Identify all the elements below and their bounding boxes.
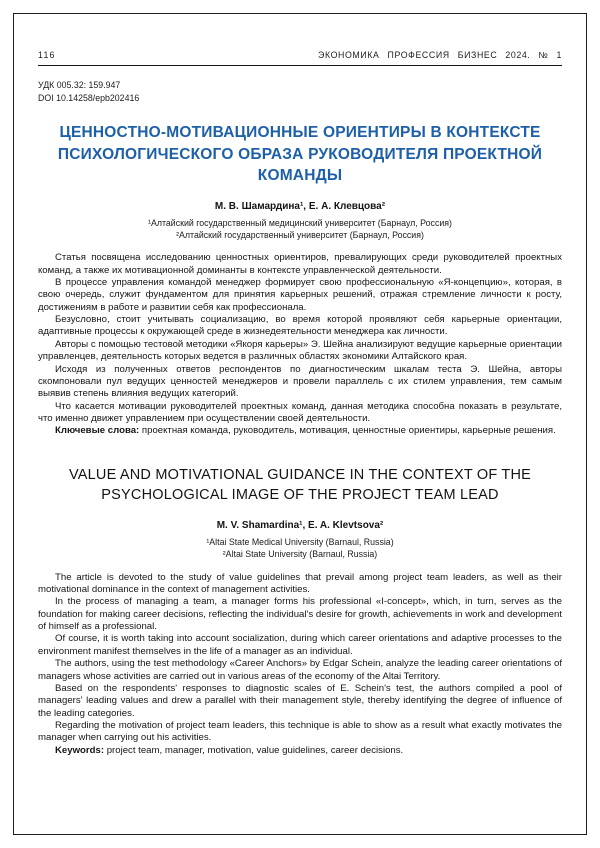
abstract-ru-paragraph-6: Что касается мотивации руководителей проектных команд, данная методика способна показать в результате, что именно движет управлением при осуществлении своей деятельности. bbox=[38, 400, 562, 424]
abstract-ru-paragraph-3: Безусловно, стоит учитывать социализацию, во время которой проявляют себя карьерные ориентации, адаптивные процессы к окружающей среде в жизнедеятельности менеджера как личности. bbox=[38, 314, 562, 338]
abstract-ru-paragraph-2: В процессе управления командой менеджер формирует свою профессиональную «Я-концепцию», которая, в свою очередь, служит фундаментом для принятия карьерных решений, отражая стремление личности к росту, достижениям в работе и развитии себя как профессионала. bbox=[38, 276, 562, 313]
article-meta bbox=[38, 79, 562, 105]
doi-number: DOI 10.14258/epb202416 bbox=[38, 93, 140, 104]
abstract-en-paragraph-2: In the process of managing a team, a manager forms his professional «I-concept», which, in turn, serves as the foundation for making career decisions, reflecting the individual's desire for growth, achievements in work and development of himself as a professional. bbox=[38, 596, 562, 633]
affiliation-ru-1: ¹Алтайский государственный медицинский университет (Барнаул, Россия) bbox=[148, 217, 452, 228]
keywords-en bbox=[38, 745, 562, 757]
journal-title: ЭКОНОМИКА ПРОФЕССИЯ БИЗНЕС 2024. № 1 bbox=[318, 50, 562, 60]
affiliations-ru bbox=[38, 217, 562, 242]
header-rule bbox=[38, 65, 562, 66]
article-title-en: VALUE AND MOTIVATIONAL GUIDANCE IN THE CONTEXT OF THE PSYCHOLOGICAL IMAGE OF THE PROJECT TEAM LEAD bbox=[68, 466, 532, 504]
abstract-en bbox=[38, 572, 562, 758]
page-number: 116 bbox=[38, 50, 56, 60]
abstract-ru-paragraph-4: Авторы с помощью тестовой методики «Якоря карьеры» Э. Шейна анализируют ведущие карьерные ориентации управленцев, деятельность которых ведется в различных областях экономики Алтайского края. bbox=[38, 338, 562, 363]
abstract-en-paragraph-6: Regarding the motivation of project team leaders, this technique is able to show as a result what exactly motivates the manager when carrying out his activities. bbox=[38, 720, 562, 744]
running-head bbox=[38, 50, 562, 60]
abstract-en-paragraph-1: The article is devoted to the study of value guidelines that prevail among project team leaders, as well as their motivational dominance in the context of management activities. bbox=[38, 571, 562, 595]
affiliation-ru-2: ²Алтайский государственный университет (Барнаул, Россия) bbox=[176, 229, 424, 240]
abstract-en-paragraph-4: The authors, using the test methodology «Career Anchors» by Edgar Schein, analyze the leading career orientations of managers whose activities are carried out in various areas of the economy of the Altai Territory. bbox=[38, 658, 562, 682]
authors-ru: М. В. Шамардина¹, Е. А. Клевцова² bbox=[214, 200, 386, 212]
authors-en: M. V. Shamardina¹, E. A. Klevtsova² bbox=[216, 519, 384, 531]
keywords-en-label: Keywords: bbox=[55, 744, 105, 756]
udc-number: УДК 005.32: 159.947 bbox=[38, 80, 121, 90]
keywords-ru-label: Ключевые слова: bbox=[55, 425, 140, 437]
affiliation-en-1: ¹Altai State Medical University (Barnaul, Russia) bbox=[206, 536, 394, 547]
affiliations-en bbox=[38, 536, 562, 561]
abstract-ru bbox=[38, 252, 562, 438]
abstract-en-paragraph-3: Of course, it is worth taking into account socialization, during which career orientations and adaptive processes to the environment manifest themselves in the life of a manager as an individual. bbox=[38, 633, 562, 657]
article-page bbox=[38, 50, 562, 757]
keywords-ru bbox=[38, 425, 562, 437]
abstract-en-paragraph-5: Based on the respondents' responses to diagnostic scales of E. Schein's test, the authors compiled a pool of managers' leading values and drew a parallel with their management style, thereby identifying the degree of influence of the leading categories. bbox=[38, 682, 562, 719]
affiliation-en-2: ²Altai State University (Barnaul, Russia) bbox=[222, 549, 378, 560]
article-title-ru: ЦЕННОСТНО-МОТИВАЦИОННЫЕ ОРИЕНТИРЫ В КОНТЕКСТЕ ПСИХОЛОГИЧЕСКОГО ОБРАЗА РУКОВОДИТЕЛЯ ПРОЕКТНОЙ КОМАНДЫ bbox=[57, 124, 543, 185]
abstract-ru-paragraph-1: Статья посвящена исследованию ценностных ориентиров, превалирующих среди руководителей проектных команд, а также их мотивационной доминанты в контексте управленческой деятельности. bbox=[38, 252, 562, 276]
keywords-ru-text: проектная команда, руководитель, мотивация, ценностные ориентиры, карьерные решения. bbox=[139, 425, 556, 437]
keywords-en-text: project team, manager, motivation, value guidelines, career decisions. bbox=[104, 744, 404, 756]
abstract-ru-paragraph-5: Исходя из полученных ответов респондентов по диагностическим шкалам теста Э. Шейна, авторы скомпоновали пул ведущих ценностей менеджеров и провели параллель с их стилем управления, тем самым выявив степень влияния ведущих категорий. bbox=[38, 363, 562, 400]
